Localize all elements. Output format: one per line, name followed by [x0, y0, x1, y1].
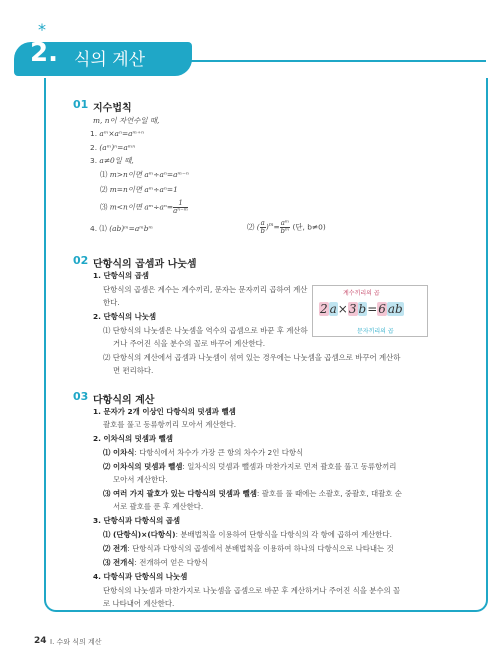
body-text: 거나 주어진 식을 분수의 꼴로 바꾸어 계산한다. — [113, 339, 266, 348]
body-text: ⑵ 전개: 단항식과 다항식의 곱셈에서 분배법칙을 이용하여 하나의 다항식으로 나타내는 것 — [103, 544, 394, 553]
body-text: 한다. — [103, 298, 120, 307]
sub-title: 1. 문자가 2개 이상인 다항식의 덧셈과 뺄셈 — [93, 407, 236, 416]
body-text: 면 편리하다. — [113, 366, 154, 375]
rule-label: 4. — [90, 224, 98, 233]
rule-formula: (ab)ᵐ=aᵐbᵐ — [109, 224, 154, 233]
chapter-number: 2. — [30, 38, 58, 68]
sub-title-multiplication: 1. 단항식의 곱셈 — [93, 271, 149, 280]
fraction: $\frac{1}{\text{aⁿ⁻ᵐ}}$ — [173, 199, 189, 215]
header-rule — [170, 60, 486, 62]
section-number-03: 03 — [73, 390, 89, 403]
sub-title: 2. 이차식의 덧셈과 뺄셈 — [93, 434, 173, 443]
rule-label: 3. — [90, 156, 98, 165]
rule-label: ⑵ — [100, 185, 108, 194]
rule-label: ⑴ — [99, 224, 107, 233]
rule-3 — [90, 156, 134, 166]
section-title-monomial: 단항식의 곱셈과 나눗셈 — [93, 259, 197, 270]
body-text: ⑴ 단항식의 나눗셈은 나눗셈을 역수의 곱셈으로 바꾼 후 계산하 — [103, 326, 308, 335]
body-text: 서로 괄호를 푼 후 계산한다. — [113, 502, 204, 511]
body-text: 단항식의 곱셈은 계수는 계수끼리, 문자는 문자끼리 곱하여 계산 — [103, 285, 308, 294]
body-text: 단항식의 나눗셈과 마찬가지로 나눗셈을 곱셈으로 바꾼 후 계산하거나 주어진 식을 분수의 꼴 — [103, 586, 401, 595]
fraction: $\frac{a}{b}$ — [260, 219, 265, 235]
fraction: $\frac{\text{aᵐ}}{\text{bᵐ}}$ — [280, 219, 290, 235]
page-number: 24 — [34, 636, 47, 646]
sub-title: 4. 다항식과 단항식의 나눗셈 — [93, 572, 188, 581]
footer-chapter: I. 수와 식의 계산 — [50, 638, 102, 646]
rule-formula: aᵐ×aⁿ=aᵐ⁺ⁿ — [99, 129, 144, 138]
body-text: 로 나타내어 계산한다. — [103, 599, 175, 608]
rule-label: ⑵ — [247, 222, 255, 232]
section-title-polynomial: 다항식의 계산 — [93, 395, 155, 406]
rule-formula: (aᵐ)ⁿ=aᵐⁿ — [99, 143, 136, 152]
body-text: ⑴ (단항식)×(다항식): 분배법칙을 이용하여 단항식을 다항식의 각 항에 곱하여 계산한다. — [103, 530, 392, 539]
chapter-title: 식의 계산 — [74, 50, 146, 70]
rule-3-3 — [100, 200, 188, 215]
rule-3-2 — [100, 185, 178, 195]
section-number-02: 02 — [73, 254, 89, 267]
body-text: 괄호를 풀고 동류항끼리 모아서 계산한다. — [103, 420, 237, 429]
rule-label: 2. — [90, 143, 98, 152]
sub-title-division: 2. 단항식의 나눗셈 — [93, 312, 157, 321]
body-text: ⑶ 여러 가지 괄호가 있는 다항식의 덧셈과 뺄셈: 괄호를 풀 때에는 소괄호, 중괄호, 대괄호 순 — [103, 489, 402, 498]
rule-label: ⑶ — [100, 202, 108, 212]
body-text: ⑵ 단항식의 계산에서 곱셈과 나눗셈이 섞여 있는 경우에는 나눗셈을 곱셈으로 바꾸어 계산하 — [103, 353, 401, 362]
rule-label: ⑴ — [100, 170, 108, 179]
body-text: ⑶ 전개식: 전개하여 얻은 다항식 — [103, 558, 209, 567]
rule-label: 1. — [90, 129, 98, 138]
rule-3-1 — [100, 170, 189, 180]
diagram-expression: 2 a×3 b=6 ab — [320, 302, 403, 316]
section-number-01: 01 — [73, 98, 89, 111]
diagram-bottom-label: 문자끼리의 곱 — [357, 328, 394, 335]
rule-4 — [90, 224, 153, 234]
monomial-diagram — [312, 285, 428, 337]
rule-4-2: ⑵ ( $\frac{a}{b}$ )$^m$= $\frac{\text{aᵐ}}{\text{bᵐ}}$ (단, b≠0) — [247, 219, 326, 235]
rule-formula: m=n이면 aᵐ÷aⁿ=1 — [109, 185, 178, 194]
body-text: ⑵ 이차식의 덧셈과 뺄셈: 일차식의 덧셈과 뺄셈과 마찬가지로 먼저 괄호를 풀고 동류항끼리 — [103, 462, 397, 471]
sub-title: 3. 단항식과 다항식의 곱셈 — [93, 516, 181, 525]
rule-formula: a≠0일 때, — [99, 156, 134, 165]
rule-2 — [90, 143, 135, 153]
body-text: ⑴ 이차식: 다항식에서 차수가 가장 큰 항의 차수가 2인 다항식 — [103, 448, 304, 457]
rule-1 — [90, 129, 144, 139]
star-ornament: * — [38, 20, 46, 39]
section-title-exponent-laws: 지수법칙 — [93, 103, 132, 114]
diagram-top-label: 계수끼리의 곱 — [343, 290, 380, 297]
exponent-intro: m, n이 자연수일 때, — [93, 116, 160, 125]
condition: (단, b≠0) — [292, 222, 326, 232]
body-text: 모아서 계산한다. — [113, 475, 168, 484]
rule-formula: m<n이면 aᵐ÷aⁿ= — [109, 202, 174, 212]
rule-formula: m>n이면 aᵐ÷aⁿ=aᵐ⁻ⁿ — [109, 170, 189, 179]
